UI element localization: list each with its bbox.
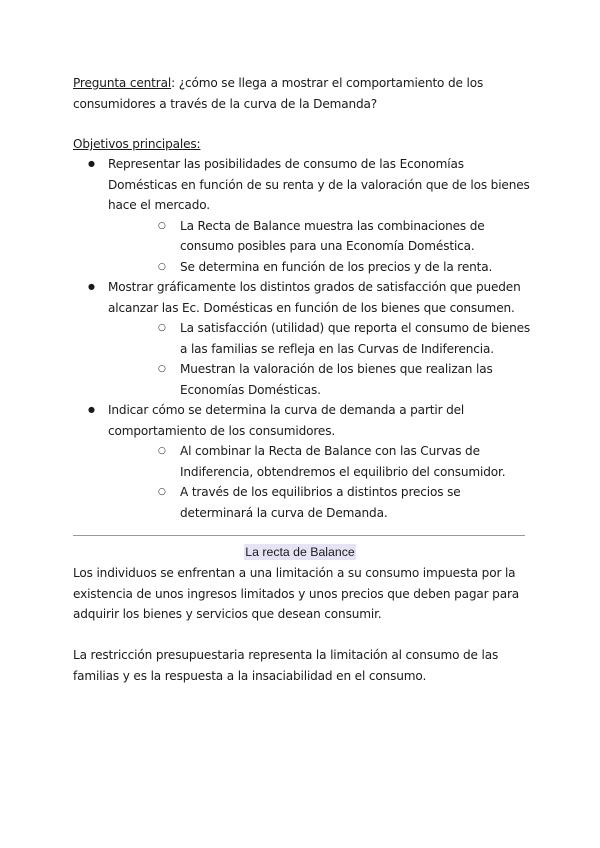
- sub-item: ○ La satisfacción (utilidad) que reporta el consumo de bienes a las familias se refleja en las Curvas de Indiferencia.: [143, 318, 533, 359]
- objective-text: Indicar cómo se determina la curva de demanda a partir del comportamiento de los consumidores.: [108, 403, 465, 438]
- objective-text: Mostrar gráficamente los distintos grados de satisfacción que pueden alcanzar las Ec. Domésticas en función de los bienes que consumen.: [108, 280, 521, 315]
- objective-sublist: [108, 318, 533, 400]
- sub-item: ○ Al combinar la Recta de Balance con las Curvas de Indiferencia, obtendremos el equilibrio del consumidor.: [143, 441, 533, 482]
- objective-text: Representar las posibilidades de consumo de las Economías Domésticas en función de su renta y de la valoración que de los bienes hace el mercado.: [108, 157, 530, 212]
- objectives-list: [73, 154, 533, 523]
- central-question: [73, 73, 533, 114]
- section-heading: [0, 542, 600, 562]
- sub-item: ○ A través de los equilibrios a distintos precios se determinará la curva de Demanda.: [143, 482, 533, 523]
- section-divider: [73, 535, 525, 536]
- section-heading-text: La recta de Balance: [245, 545, 355, 559]
- central-question-text: : ¿cómo se llega a mostrar el comportamiento de los consumidores a través de la curva de la Demanda?: [73, 76, 484, 111]
- objective-item: [73, 277, 533, 400]
- section-paragraph-1: Los individuos se enfrentan a una limitación a su consumo impuesta por la existencia de unos ingresos limitados y unos precios que deben pagar para adquirir los bienes y servicios que desean consumir.: [73, 566, 520, 621]
- objective-sublist: [108, 216, 533, 278]
- section-paragraph-2: La restricción presupuestaria representa la limitación al consumo de las familias y es la respuesta a la insaciabilidad en el consumo.: [73, 648, 499, 683]
- central-question-label: Pregunta central: [73, 76, 172, 90]
- objective-item: [73, 154, 533, 277]
- objective-item: [73, 400, 533, 523]
- objectives-title: Objetivos principales:: [73, 137, 201, 151]
- sub-item: ○ Se determina en función de los precios y de la renta.: [143, 257, 533, 278]
- sub-item: ○ La Recta de Balance muestra las combinaciones de consumo posibles para una Economía Doméstica.: [143, 216, 533, 257]
- sub-item: ○ Muestran la valoración de los bienes que realizan las Economías Domésticas.: [143, 359, 533, 400]
- objective-sublist: [108, 441, 533, 523]
